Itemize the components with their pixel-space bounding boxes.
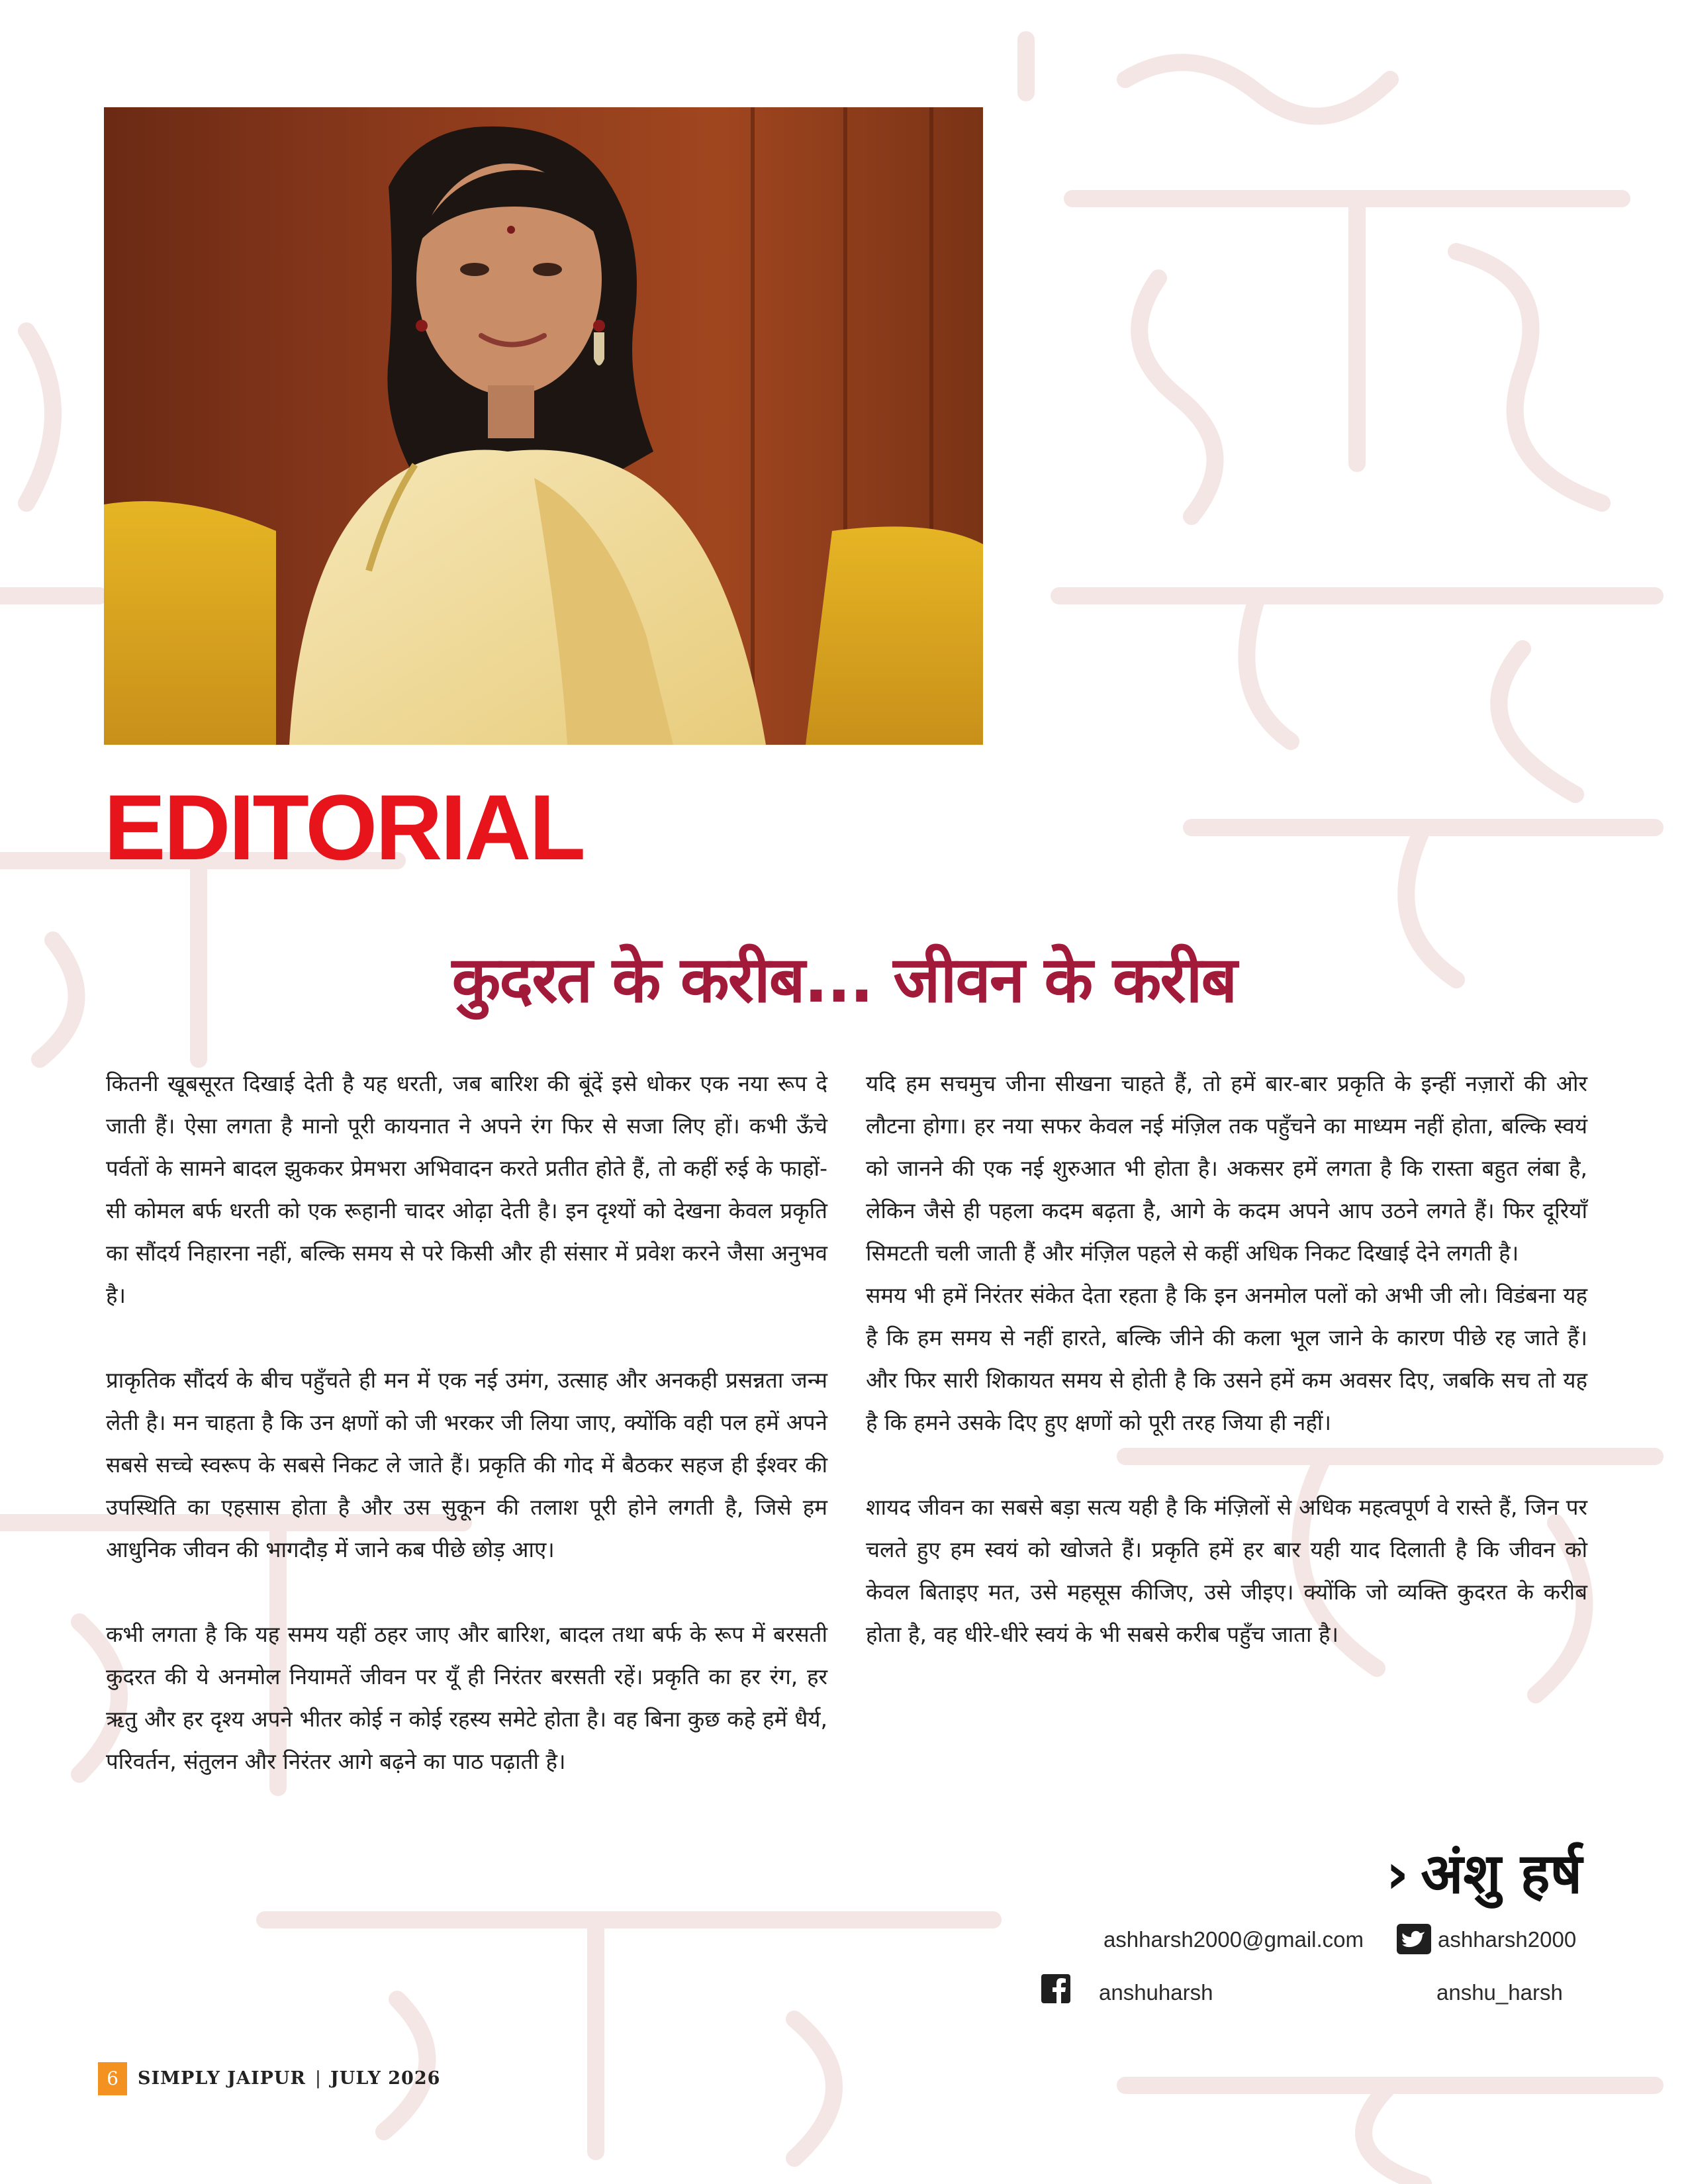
article-paragraph: समय भी हमें निरंतर संकेत देता रहता है कि इन अनमोल पलों को अभी जी लो। विडंबना यह है कि हम समय से नहीं हारते, बल्कि जीने की कला भूल जाने के कारण पीछे रह जाते हैं। और फिर सारी शिकायत समय से होती है कि उसने हमें कम अवसर दिए, जबकि सच तो यह है कि हमने उसके दिए हुए क्षणों को पूरी तरह जिया ही नहीं। [866, 1282, 1587, 1435]
author-twitter-handle[interactable] [1397, 1925, 1582, 1954]
editor-photo [104, 107, 983, 745]
article-paragraph: कभी लगता है कि यह समय यहीं ठहर जाए और बारिश, बादल तथा बर्फ के रूप में बरसती कुदरत की ये अनमोल नियामतें जीवन पर यूँ ही निरंतर बरसती रहें। प्रकृति का हर रंग, हर ऋतु और हर दृश्य अपने भीतर कोई न कोई रहस्य समेटे होता है। वह बिना कुछ कहे हमें धैर्य, परिवर्तन, संतुलन और निरंतर आगे बढ़ने का पाठ पढ़ाती है। [106, 1621, 827, 1774]
magazine-name: SIMPLY JAIPUR [138, 2068, 306, 2089]
author-signature [1258, 1834, 1582, 1913]
page-number: 6 [98, 2062, 127, 2095]
author-email[interactable]: ashharsh2000@gmail.com [1103, 1927, 1364, 1952]
author-facebook-handle[interactable]: anshuharsh [1099, 1980, 1213, 2005]
article-paragraph: प्राकृतिक सौंदर्य के बीच पहुँचते ही मन में एक नई उमंग, उत्साह और अनकही प्रसन्नता जन्म लेती है। मन चाहता है कि उन क्षणों को जी भरकर जी लिया जाए, क्योंकि वही पल हमें अपने सबसे सच्चे स्वरूप के सबसे निकट ले जाते हैं। प्रकृति की गोद में बैठकर सहज ही ईश्वर की उपस्थिति का एहसास होता है और उस सुकून की तलाश पूरी होने लगती है, जिसे हम आधुनिक जीवन की भागदौड़ में जाने कब पीछे छोड़ आए। [106, 1367, 827, 1562]
article-column-right [866, 1063, 1587, 1656]
page-footer [98, 2062, 440, 2095]
article-column-left [106, 1063, 827, 1783]
article-headline: कुदरत के करीब... जीवन के करीब [451, 943, 1237, 1017]
facebook-icon [1041, 1974, 1070, 2003]
footer-separator: | [314, 2068, 321, 2089]
issue-date: JULY 2026 [330, 2068, 441, 2089]
twitter-handle-text: ashharsh2000 [1438, 1927, 1577, 1952]
author-name: अंशु हर्ष [1421, 1841, 1582, 1906]
article-paragraph: कितनी खूबसूरत दिखाई देती है यह धरती, जब बारिश की बूंदें इसे धोकर एक नया रूप दे जाती हैं। ऐसा लगता है मानो पूरी कायनात ने अपने रंग फिर से सजा लिए हों। कभी ऊँचे पर्वतों के सामने बादल झुककर प्रेमभरा अभिवादन करते प्रतीत होते हैं, तो कहीं रुई के फाहों-सी कोमल बर्फ धरती को एक रूहानी चादर ओढ़ा देती है। इन दृश्यों को देखना केवल प्रकृति का सौंदर्य निहारना नहीं, बल्कि समय से परे किसी और ही संसार में प्रवेश करने जैसा अनुभव है। [106, 1070, 827, 1308]
author-instagram-handle[interactable]: anshu_harsh [1436, 1980, 1563, 2005]
article-paragraph: यदि हम सचमुच जीना सीखना चाहते हैं, तो हमें बार-बार प्रकृति के इन्हीं नज़ारों की ओर लौटना होगा। हर नया सफर केवल नई मंज़िल तक पहुँचने का माध्यम नहीं होता, बल्कि स्वयं को जानने की एक नई शुरुआत भी होता है। अकसर हमें लगता है कि रास्ता बहुत लंबा है, लेकिन जैसे ही पहला कदम बढ़ता है, आगे के कदम अपने आप उठने लगते हैं। फिर दूरियाँ सिमटती चली जाती हैं और मंज़िल पहले से कहीं अधिक निकट दिखाई देने लगती है। [866, 1070, 1587, 1266]
chevron-right-icon: › [1385, 1841, 1409, 1906]
article-paragraph: शायद जीवन का सबसे बड़ा सत्य यही है कि मंज़िलों से अधिक महत्वपूर्ण वे रास्ते हैं, जिन पर चलते हुए हम स्वयं को खोजते हैं। प्रकृति हमें हर बार यही याद दिलाती है कि जीवन को केवल बिताइए मत, उसे महसूस कीजिए, उसे जीइए। क्योंकि जो व्यक्ति कुदरत के करीब होता है, वह धीरे-धीरे स्वयं के भी सबसे करीब पहुँच जाता है। [866, 1494, 1587, 1647]
section-label: EDITORIAL [104, 775, 584, 879]
